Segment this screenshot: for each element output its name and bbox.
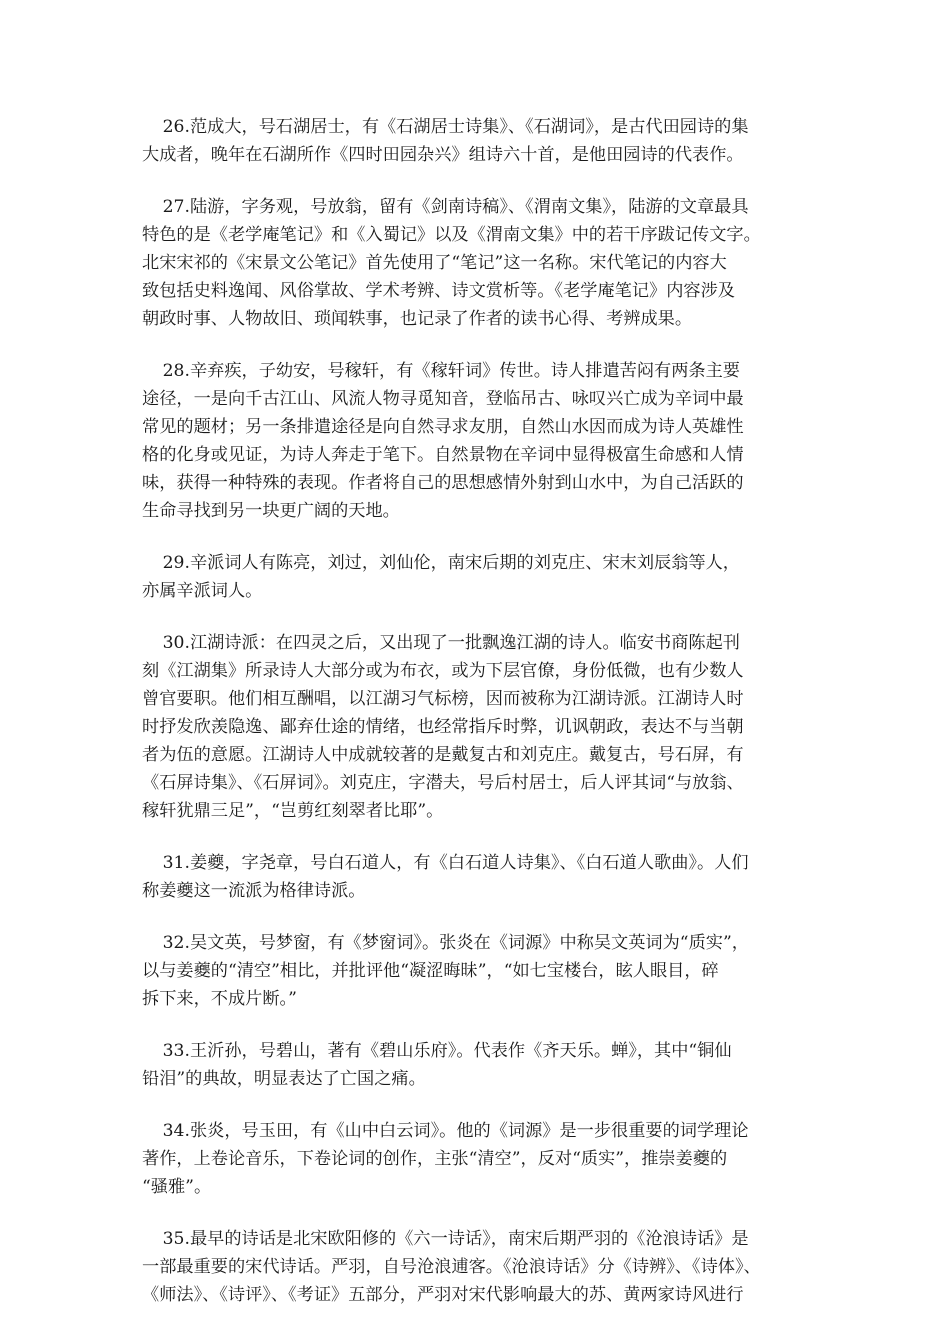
paragraph-line: 铅泪”的典故，明显表达了亡国之痛。: [142, 1069, 426, 1089]
paragraph-32: [142, 929, 810, 1013]
paragraph-line: 北宋宋祁的《宋景文公笔记》首先使用了“笔记”这一名称。宋代笔记的内容大: [142, 253, 727, 273]
paragraph-line: 32.吴文英，号梦窗，有《梦窗词》。张炎在《词源》中称吴文英词为“质实”，: [162, 933, 749, 953]
paragraph-line: 29.辛派词人有陈亮，刘过，刘仙伦，南宋后期的刘克庄、宋末刘辰翁等人，: [162, 553, 740, 573]
paragraph-34: [142, 1117, 810, 1201]
document-page: [142, 113, 810, 1333]
paragraph-line: 味，获得一种特殊的表现。作者将自己的思想感情外射到山水中，为自己活跃的: [142, 473, 744, 493]
paragraph-line: 35.最早的诗话是北宋欧阳修的《六一诗话》，南宋后期严羽的《沧浪诗话》是: [162, 1229, 749, 1249]
paragraph-line: 一部最重要的宋代诗话。严羽，自号沧浪逋客。《沧浪诗话》分《诗辨》、《诗体》、: [142, 1257, 761, 1277]
paragraph-line: 刻《江湖集》所录诗人大部分或为布衣，或为下层官僚，身份低微，也有少数人: [142, 661, 744, 681]
paragraph-line: 33.王沂孙，号碧山，著有《碧山乐府》。代表作《齐天乐。蝉》，其中“铜仙: [162, 1041, 732, 1061]
paragraph-line: 特色的是《老学庵笔记》和《入蜀记》以及《渭南文集》中的若干序跋记传文字。: [142, 225, 761, 245]
paragraph-line: “骚雅”。: [142, 1177, 212, 1197]
paragraph-line: 常见的题材；另一条排遣途径是向自然寻求友朋，自然山水因而成为诗人英雄性: [142, 417, 744, 437]
paragraph-line: 生命寻找到另一块更广阔的天地。: [142, 501, 400, 521]
paragraph-line: 者为伍的意愿。江湖诗人中成就较著的是戴复古和刘克庄。戴复古，号石屏，有: [142, 745, 744, 765]
paragraph-line: 亦属辛派词人。: [142, 581, 263, 601]
paragraph-28: [142, 357, 810, 525]
paragraph-line: 曾官要职。他们相互酬唱，以江湖习气标榜，因而被称为江湖诗派。江湖诗人时: [142, 689, 744, 709]
paragraph-33: [142, 1037, 810, 1093]
paragraph-line: 28.辛弃疾，子幼安，号稼轩，有《稼轩词》传世。诗人排遣苦闷有两条主要: [162, 361, 740, 381]
paragraph-29: [142, 549, 810, 605]
paragraph-line: 称姜夔这一流派为格律诗派。: [142, 881, 366, 901]
paragraph-35: [142, 1225, 810, 1309]
paragraph-line: 拆下来，不成片断。”: [142, 989, 297, 1009]
paragraph-line: 30.江湖诗派：在四灵之后，又出现了一批飘逸江湖的诗人。临安书商陈起刊: [162, 633, 740, 653]
paragraph-27: [142, 193, 810, 333]
paragraph-line: 途径，一是向千古江山、风流人物寻觅知音，登临吊古、咏叹兴亡成为辛词中最: [142, 389, 744, 409]
paragraph-line: 格的化身或见证，为诗人奔走于笔下。自然景物在辛词中显得极富生命感和人情: [142, 445, 744, 465]
paragraph-line: 时抒发欣羡隐逸、鄙弃仕途的情绪，也经常指斥时弊，讥讽朝政，表达不与当朝: [142, 717, 744, 737]
paragraph-line: 大成者，晚年在石湖所作《四时田园杂兴》组诗六十首，是他田园诗的代表作。: [142, 145, 744, 165]
paragraph-line: 致包括史料逸闻、风俗掌故、学术考辨、诗文赏析等。《老学庵笔记》内容涉及: [142, 281, 735, 301]
paragraph-line: 稼轩犹鼎三足”，“岂剪红刻翠者比耶”。: [142, 801, 444, 821]
paragraph-line: 34.张炎，号玉田，有《山中白云词》。他的《词源》是一步很重要的词学理论: [162, 1121, 749, 1141]
paragraph-30: [142, 629, 810, 825]
paragraph-31: [142, 849, 810, 905]
paragraph-line: 31.姜夔，字尧章，号白石道人，有《白石道人诗集》、《白石道人歌曲》。人们: [162, 853, 749, 873]
paragraph-line: 26.范成大，号石湖居士，有《石湖居士诗集》、《石湖词》，是古代田园诗的集: [162, 117, 749, 137]
paragraph-line: 《石屏诗集》、《石屏词》。刘克庄，字潜夫，号后村居士，后人评其词“与放翁、: [142, 773, 744, 793]
paragraph-line: 《师法》、《诗评》、《考证》五部分，严羽对宋代影响最大的苏、黄两家诗风进行: [142, 1285, 744, 1305]
paragraph-26: [142, 113, 810, 169]
paragraph-line: 以与姜夔的“清空”相比，并批评他“凝涩晦昧”，“如七宝楼台，眩人眼目，碎: [142, 961, 719, 981]
paragraph-line: 著作，上卷论音乐，下卷论词的创作，主张“清空”，反对“质实”，推崇姜夔的: [142, 1149, 728, 1169]
paragraph-line: 朝政时事、人物故旧、琐闻轶事，也记录了作者的读书心得、考辨成果。: [142, 309, 693, 329]
paragraph-line: 27.陆游，字务观，号放翁，留有《剑南诗稿》、《渭南文集》，陆游的文章最具: [162, 197, 749, 217]
